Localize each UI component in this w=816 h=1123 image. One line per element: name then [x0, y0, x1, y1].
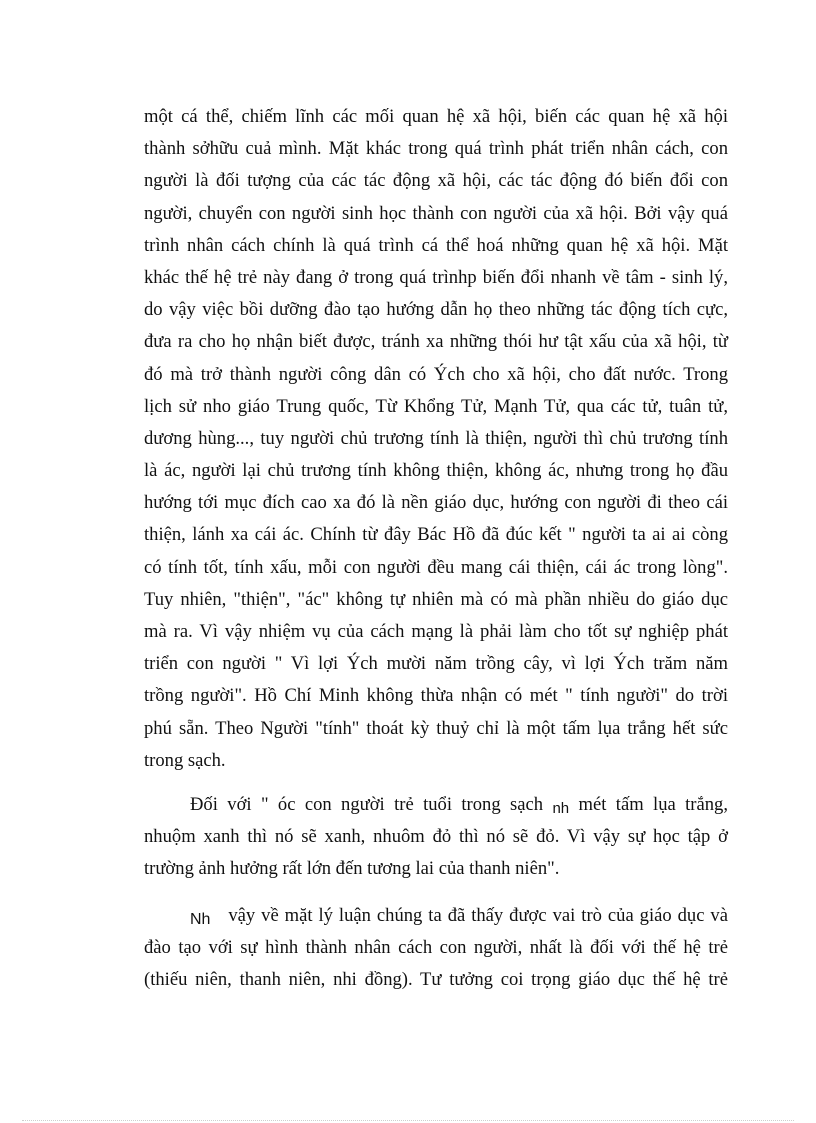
paragraph-2-glyph: nh — [552, 800, 570, 817]
paragraph-1-line: mà ra. Vì vậy nhiệm vụ của cách mạng là phải làm cho tốt sự nghiệp phát — [144, 621, 728, 642]
paragraph-2-line-2: nhuộm xanh thì nó sẽ xanh, nhuôm đỏ thì nó sẽ đỏ. Vì vậy sự học tập ở — [144, 826, 728, 848]
paragraph-2-text: mét tấm lụa trắng, — [578, 794, 728, 815]
paragraph-1-line: là ác, người lại chủ trương tính không thiện, không ác, nhưng trong họ đầu — [144, 460, 728, 482]
paragraph-2 — [144, 789, 728, 886]
paragraph-2-line-3: trường ảnh hưởng rất lớn đến tương lai của thanh niên". — [144, 858, 560, 880]
paragraph-3-glyph: Nh — [190, 911, 211, 928]
paragraph-3 — [144, 900, 728, 997]
paragraph-1-line: lịch sử nho giáo Trung quốc, Từ Khổng Tử, Mạnh Tử, qua các tử, tuân tử, — [144, 395, 728, 417]
paragraph-2-text: Đối với " óc con người trẻ tuổi trong sạch — [190, 794, 544, 815]
paragraph-1-line: người, chuyển con người sinh học thành con người của xã hội. Bởi vậy quá — [144, 202, 728, 224]
paragraph-3-line-1 — [144, 900, 728, 932]
paragraph-1-line: đó mà trở thành người công dân có Ých cho xã hội, cho đất nước. Trong — [144, 363, 728, 385]
paragraph-1-line: trồng người". Hồ Chí Minh không thừa nhận có mét " tính người" do trời — [144, 685, 728, 707]
paragraph-1-line: đưa ra cho họ nhận biết được, tránh xa những thói hư tật xấu của xã hội, từ — [144, 331, 728, 353]
paragraph-1-line: trình nhân cách chính là quá trình cá thể hoá những quan hệ xã hội. Mặt — [144, 234, 728, 256]
paragraph-1-line: hướng tới mục đích cao xa đó là nền giáo dục, hướng con người đi theo cái — [144, 492, 728, 514]
paragraph-1-line: có tính tốt, tính xấu, mỗi con người đều mang cái thiện, cái ác trong lòng". — [144, 556, 728, 578]
paragraph-1-line: triển con người " Vì lợi Ých mười năm trồng cây, vì lợi Ých trăm năm — [144, 653, 728, 675]
paragraph-3-text: vậy về mặt lý luận chúng ta đã thấy được vai trò của giáo dục và — [228, 905, 728, 926]
paragraph-1-line: thiện, lánh xa cái ác. Chính từ đây Bác Hồ đã đúc kết " người ta ai ai còng — [144, 524, 728, 546]
paragraph-3-line-2: đào tạo với sự hình thành nhân cách con người, nhất là đối với thế hệ trẻ — [144, 937, 728, 959]
paragraph-1-line: do vậy việc bồi dưỡng đào tạo hướng dẫn họ theo những tác động tích cực, — [144, 299, 728, 321]
paragraph-3-line-3: (thiếu niên, thanh niên, nhi đồng). Tư tưởng coi trọng giáo dục thế hệ trẻ — [144, 969, 728, 991]
paragraph-1-line: người là đối tượng của các tác động xã hội, các tác động đó biến đổi con — [144, 170, 728, 192]
paragraph-1-line: một cá thể, chiếm lĩnh các mối quan hệ xã hội, biến các quan hệ xã hội — [144, 106, 728, 127]
paragraph-1-line: khác thế hệ trẻ này đang ở trong quá trìnhp biến đổi nhanh về tâm - sinh lý, — [144, 266, 728, 288]
page-bottom-rule — [22, 1120, 794, 1121]
paragraph-1-line: Tuy nhiên, "thiện", "ác" không tự nhiên mà có mà phần nhiều do giáo dục — [144, 588, 728, 610]
paragraph-1 — [144, 101, 728, 777]
paragraph-1-line: dương hùng..., tuy người chủ trương tính là thiện, người thì chủ trương tính — [144, 427, 728, 449]
paragraph-1-line: phú sẵn. Theo Người "tính" thoát kỳ thuỷ chỉ là một tấm lụa trắng hết sức — [144, 717, 728, 739]
paragraph-1-line: thành sởhữu cuả mình. Mặt khác trong quá trình phát triển nhân cách, con — [144, 138, 728, 160]
paragraph-1-line: trong sạch. — [144, 749, 226, 771]
paragraph-2-line-1 — [144, 789, 728, 821]
